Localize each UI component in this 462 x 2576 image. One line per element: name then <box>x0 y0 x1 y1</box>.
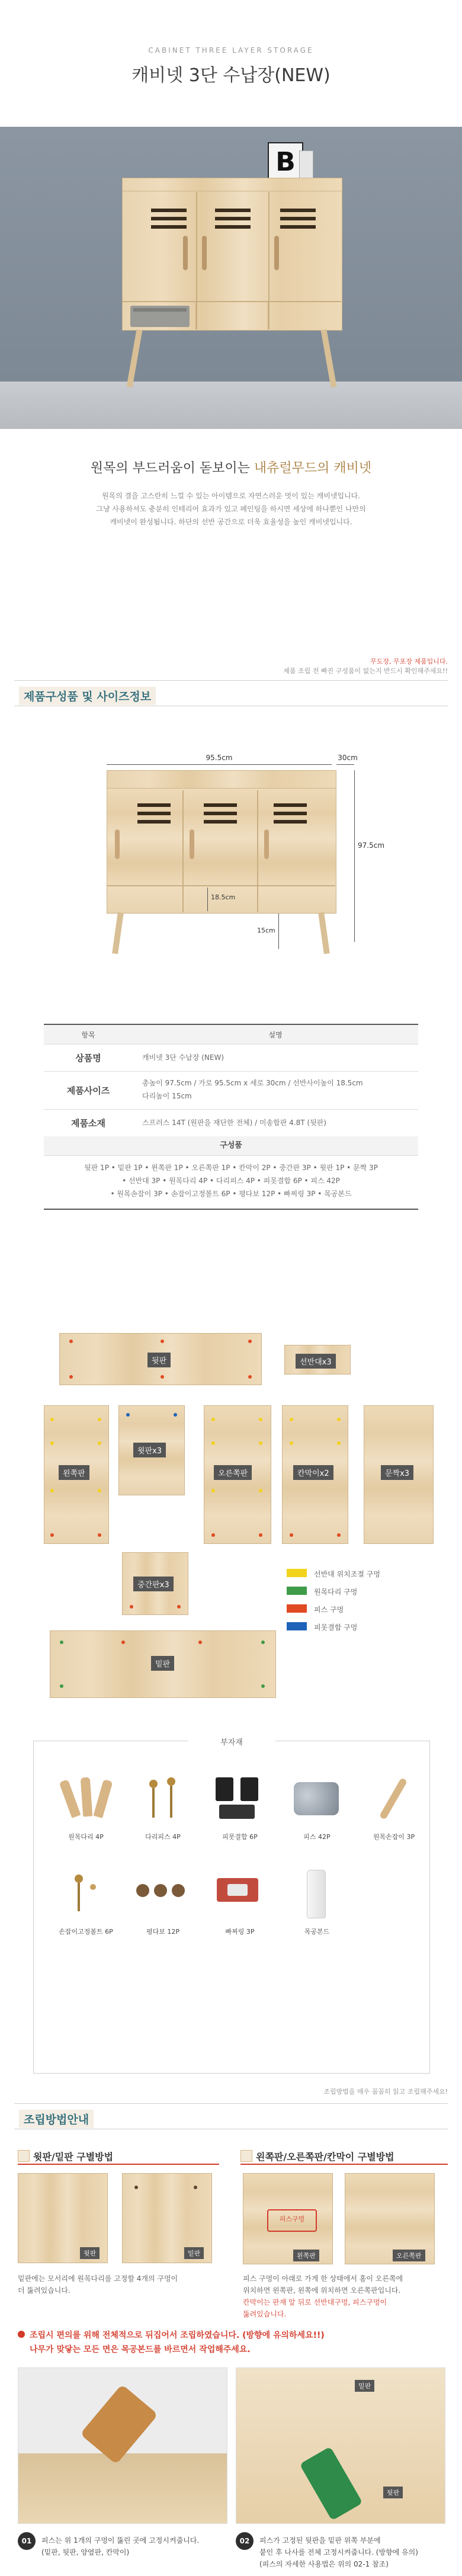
cam-fitting-image <box>205 1771 274 1826</box>
dimension-diagram: 95.5cm 30cm 97.5cm 18.5cm 15cm <box>101 758 361 1037</box>
book-icon: B <box>268 142 303 186</box>
product-subtitle: CABINET THREE LAYER STORAGE <box>148 46 314 55</box>
part-left-side: 왼쪽판 <box>44 1405 109 1544</box>
step1-photo <box>18 2367 227 2524</box>
top-board-photo: 윗판 <box>18 2173 108 2263</box>
components-list: 뒷판 1P • 밑판 1P • 윈쪽판 1P • 오른쪽판 1P • 칸막이 2P • 중간판 3P • 윗판 1P • 문짝 3P • 선반대 3P • 원목다리 4P • 다리피스 4P • 피못결합 6P • 피스 42P • 원목손잡이 3P • 손잡이고정볼트 6P • 평다보 12P • 빠찌링 3P • 목공본드 <box>84 1164 378 1198</box>
legend-label: 피스 구멍 <box>314 1606 344 1614</box>
legend-label: 피못결합 구멍 <box>314 1623 358 1632</box>
hardware-caption: 다리피스 4P <box>145 1833 181 1841</box>
hole-legend <box>287 1569 405 1640</box>
side-panel-explanation: 피스 구멍이 아래로 가게 한 상태에서 홈이 오른쪽에 위치하면 왼쪽판, 왼쪽에 위치하면 오른쪽판입니다. 칸막이는 판재 앞 뒤로 선반대구멍, 피스구멍이 뚫려있습니다. <box>243 2274 403 2318</box>
magnet-catch-image <box>205 1866 274 1921</box>
assembly-warning: 조립시 편의를 위해 전체적으로 뒤집어서 조립하였습니다. (방향에 유의하세요!!) 나무가 맞닿는 모든 면은 목공본드를 바르면서 작업해주세요. <box>18 2328 444 2357</box>
wood-leg-image <box>51 1771 120 1826</box>
part-right-side: 오른쪽판 <box>204 1405 271 1544</box>
legend-swatch-red <box>287 1604 307 1613</box>
spec-row-material: 제품소재 스프러스 14T (원판을 재단한 전체) / 미송합판 4.8T (뒷판) <box>44 1109 418 1137</box>
part-bottom: 밑판 <box>50 1630 276 1698</box>
warning-icon <box>18 2331 25 2338</box>
legend-swatch-blue <box>287 1622 307 1630</box>
section-title: 조립방법안내 <box>19 2110 94 2128</box>
top-bottom-explanation: 밑판에는 모서리에 원목다리를 고정할 4개의 구멍이 더 뚫려있습니다. <box>18 2274 178 2295</box>
intro-paragraph: 원목의 결을 고스란히 느낄 수 있는 아이템으로 자연스러운 멋이 있는 캐비넷입니다. 그냥 사용하셔도 충분히 인테리어 효과가 있고 페인팅을 하시면 세상에 하나뿐인 나만의 캐비넷이 완성됩니다. 하단의 선반 공간으로 더욱 효율성을 높인 캐비넷입니다. <box>96 492 366 526</box>
right-panel-photo: 오른쪽판 <box>345 2173 435 2264</box>
step1-number: 01 <box>18 2532 36 2550</box>
legend-label: 원목다리 구멍 <box>314 1588 358 1596</box>
legend-label: 선반대 위치조절 구멍 <box>314 1570 380 1578</box>
handle-bolt-image <box>51 1866 120 1921</box>
step2-number: 02 <box>236 2532 254 2550</box>
notice-no-paint: 무도장, 무포장 제품입니다. <box>370 658 448 665</box>
hardware-caption: 원목손잡이 3P <box>373 1833 415 1841</box>
spec-row-size: 제품사이즈 총높이 97.5cm / 가로 95.5cm x 세로 30cm / 선반사이높이 18.5cm 다리높이 15cm <box>44 1071 418 1110</box>
subsection-top-bottom: 윗판/밑판 구별방법 <box>18 2149 219 2163</box>
screws-image <box>282 1771 351 1826</box>
bottom-board-photo: 밑판 <box>122 2173 212 2263</box>
hardware-caption: 피못결합 6P <box>222 1833 258 1841</box>
assembly-note: 조립방법을 매우 꼼꼼히 읽고 조립해주세요! <box>323 2088 448 2096</box>
section-title: 제품구성품 및 사이즈정보 <box>19 687 156 705</box>
hardware-caption: 평다보 12P <box>146 1928 179 1936</box>
leg-screw-image <box>128 1771 197 1826</box>
intro-headline: 원목의 부드러움이 돋보이는 내츄럴무드의 캐비넷 <box>90 461 372 476</box>
section-header-components <box>14 680 448 706</box>
part-divider: 칸막이x2 <box>282 1405 348 1544</box>
shelf-pin-image <box>128 1866 197 1921</box>
subsection-side-panels: 왼쪽판/오른쪽판/칸막이 구별방법 <box>240 2149 448 2163</box>
product-title: 캐비넷 3단 수납장(NEW) <box>131 65 331 86</box>
hardware-caption: 목공본드 <box>304 1928 330 1936</box>
hardware-caption: 빠찌링 3P <box>225 1928 255 1936</box>
step2-photo: 밑판 뒷판 <box>236 2367 445 2524</box>
legend-swatch-green <box>287 1587 307 1595</box>
components-title: 구성품 <box>44 1136 418 1156</box>
hardware-caption: 원목다리 4P <box>68 1833 104 1841</box>
section-header-assembly <box>14 2103 448 2129</box>
legend-swatch-yellow <box>287 1569 307 1577</box>
notice-check-parts: 제품 조립 전 빠진 구성품이 없는지 반드시 확인해주세요!! <box>283 667 448 675</box>
wood-handle-image <box>359 1771 428 1826</box>
step1-text: 피스는 위 1개의 구멍이 뚫린 곳에 고정시켜줍니다. (밑판, 뒷판, 양옆판, 칸막이) <box>41 2536 200 2556</box>
part-top: 윗판x3 <box>118 1405 185 1495</box>
wood-glue-image <box>282 1866 351 1921</box>
hardware-caption: 피스 42P <box>303 1833 331 1841</box>
part-middle: 중간판x3 <box>122 1552 188 1615</box>
step2-text: 피스가 고정된 뒷판을 밑판 위쪽 부분에 붙인 후 나사를 전체 고정시켜줍니다. (방향에 유의) (피스의 자세한 사용법은 위의 02-1 참조) <box>259 2536 418 2568</box>
left-panel-photo: 피스구멍 왼쪽판 <box>243 2173 333 2264</box>
spec-table-bottom-rule <box>44 1209 418 1210</box>
part-shelf-support: 선반대x3 <box>284 1345 351 1374</box>
spec-table-header: 항목 설명 <box>44 1025 418 1045</box>
hardware-caption: 손잡이고정볼트 6P <box>59 1928 113 1936</box>
part-back: 뒷판 <box>59 1333 262 1385</box>
hero-image <box>0 127 462 429</box>
spec-row-name: 상품명 캐비넷 3단 수납장 (NEW) <box>44 1044 418 1072</box>
hardware-title: 부자재 <box>188 1736 275 1747</box>
part-door: 문짝x3 <box>364 1405 434 1544</box>
